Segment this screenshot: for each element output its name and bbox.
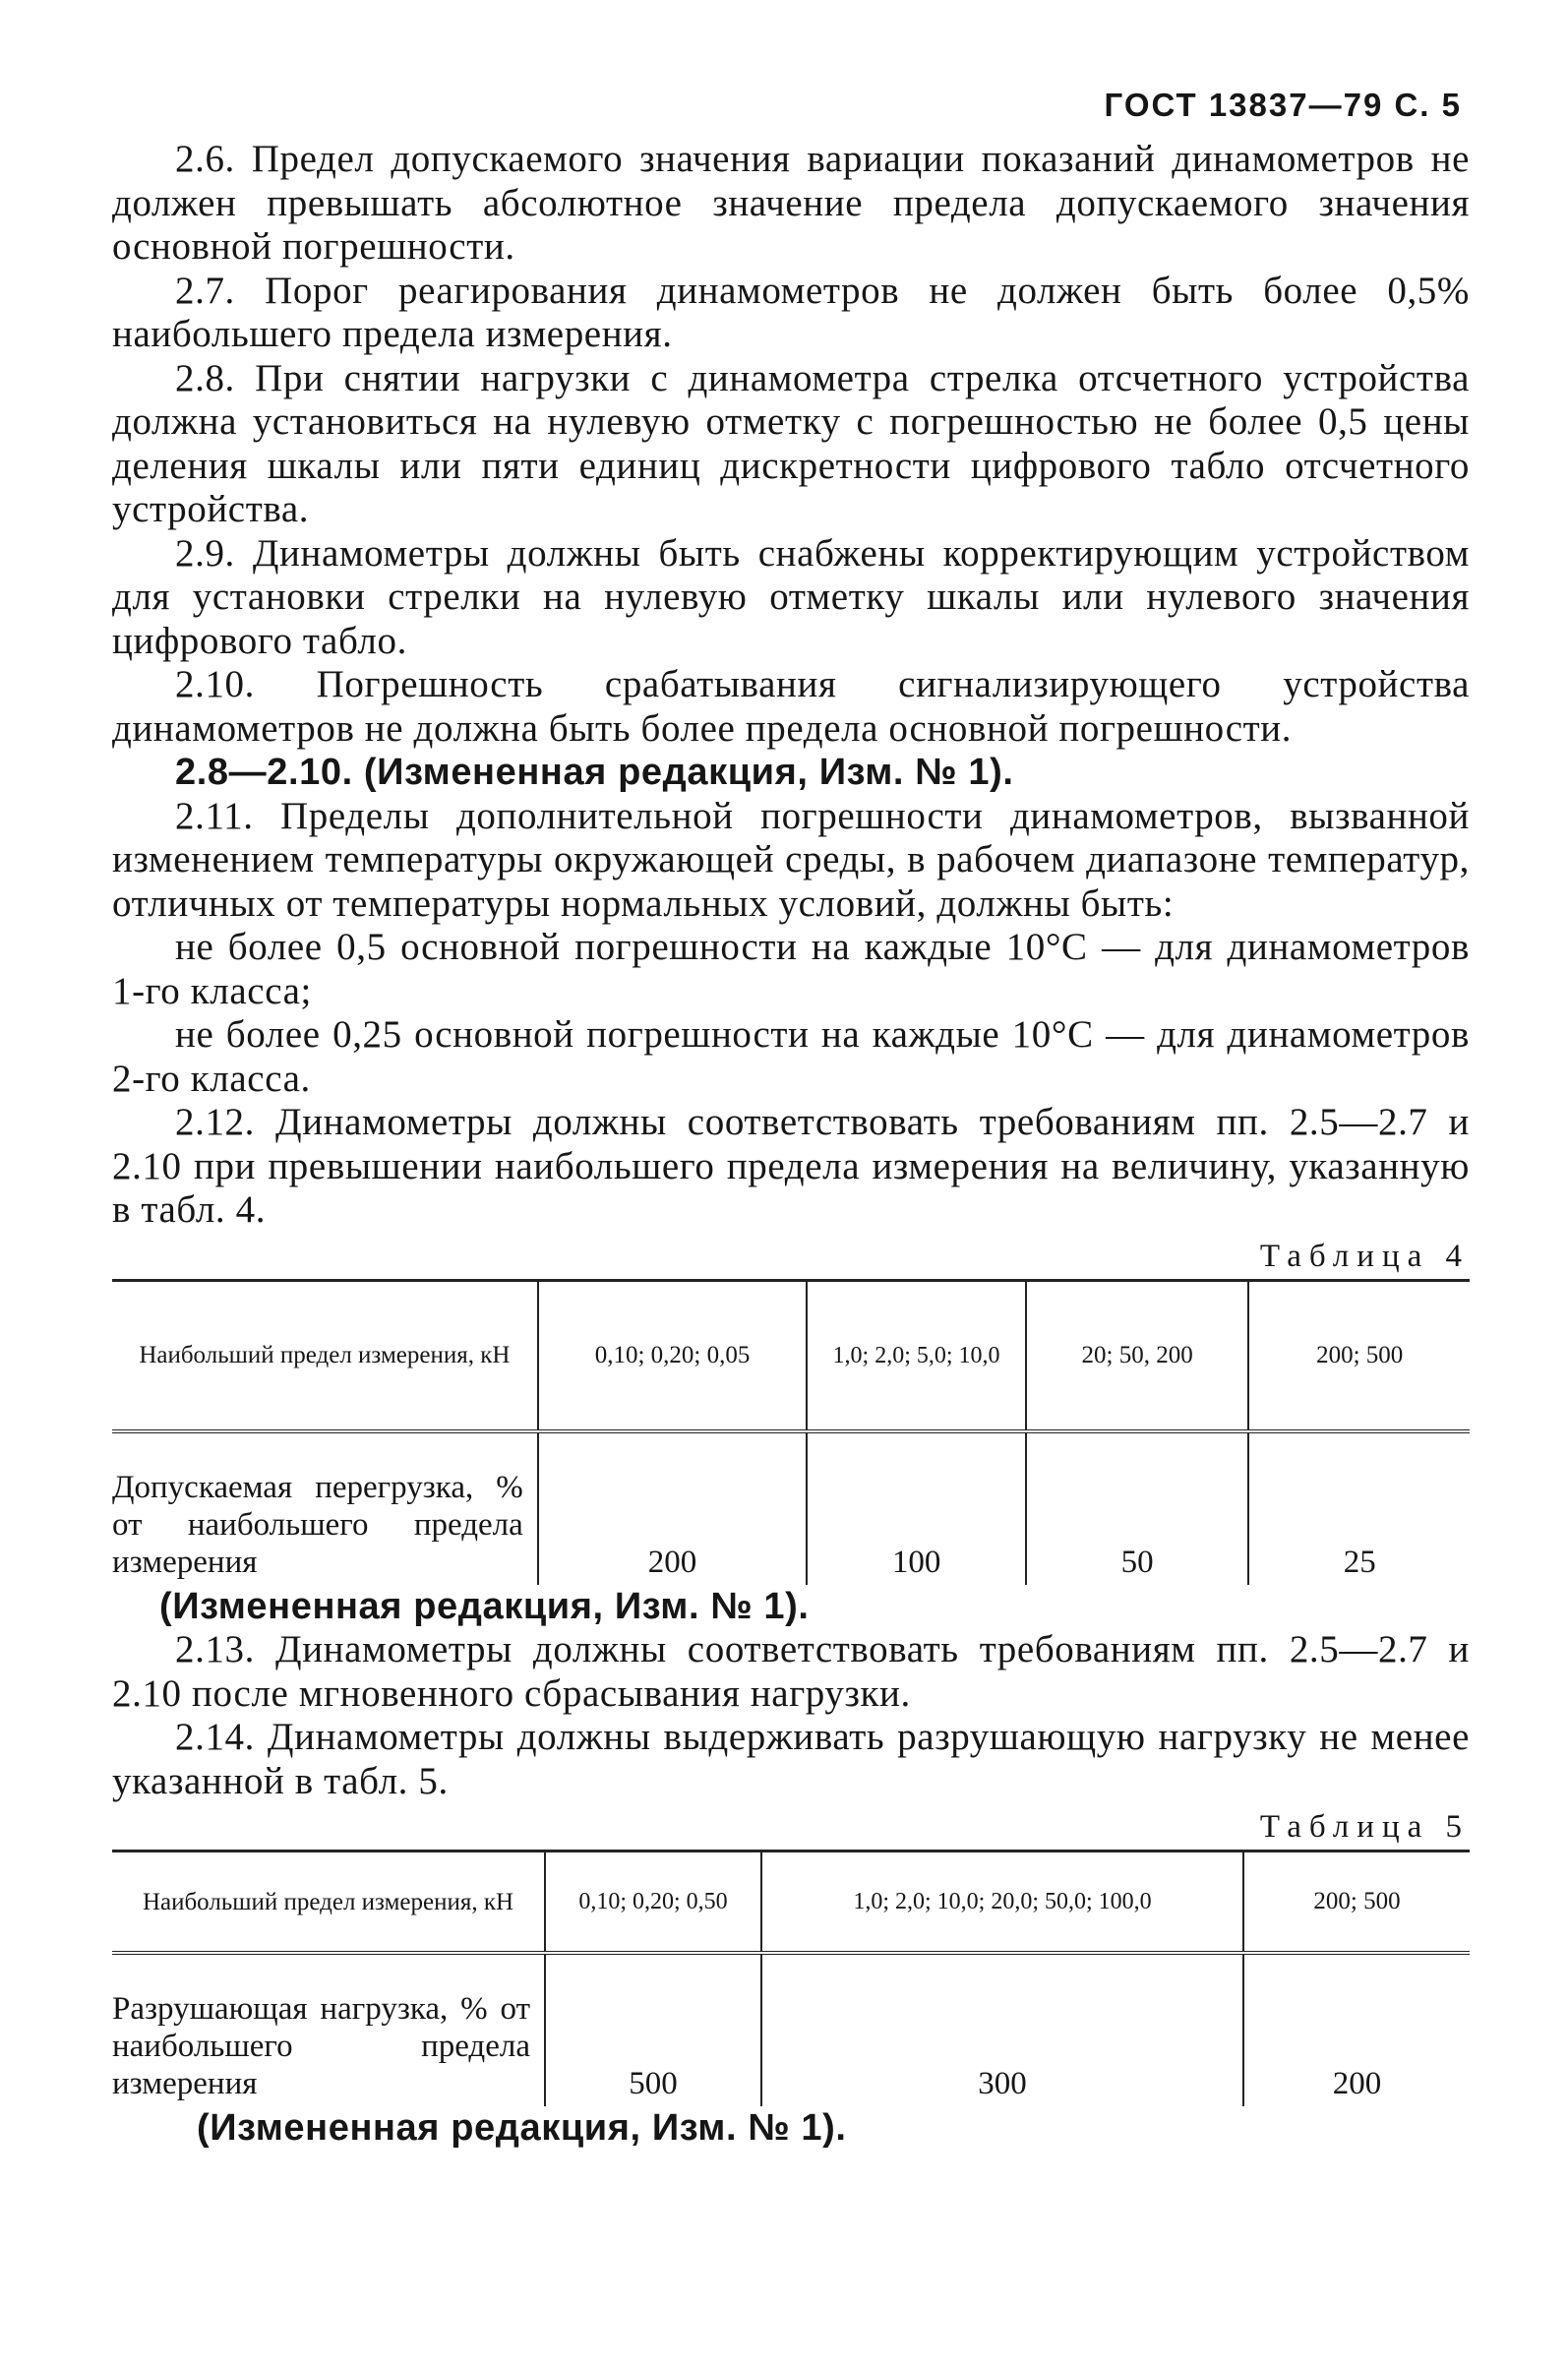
edit-note-2-8-2-10: 2.8—2.10. (Измененная редакция, Изм. № 1). xyxy=(175,752,1014,793)
table-5-title: Таблица 5 xyxy=(1259,1809,1470,1845)
clause-2-14: 2.14. Динамометры должны выдерживать разрушающую нагрузку не менее указанной в табл. 5. xyxy=(112,1716,1470,1802)
table-4-header-cell: 200; 500 xyxy=(1248,1280,1470,1431)
table-5-data-row xyxy=(112,1953,1470,2106)
clause-2-10: 2.10. Погрешность срабатывания сигнализирующего устройства динамометров не должна быть более предела основной погрешности. xyxy=(112,663,1470,750)
clause-2-7: 2.7. Порог реагирования динамометров не должен быть более 0,5% наибольшего предела измерения. xyxy=(112,269,1470,355)
clause-2-6: 2.6. Предел допускаемого значения вариации показаний динамометров не должен превышать абсолютное значение предела допускаемого значения основной погрешности. xyxy=(112,138,1470,268)
document-body xyxy=(112,138,1470,2151)
table-4-cell: 50 xyxy=(1026,1431,1249,1585)
table-5-header-cell: 1,0; 2,0; 10,0; 20,0; 50,0; 100,0 xyxy=(761,1851,1243,1954)
clause-2-13: 2.13. Динамометры должны соответствовать требованиям пп. 2.5—2.7 и 2.10 после мгновенного сбрасывания нагрузки. xyxy=(112,1628,1470,1715)
table-4-row-label: Допускаемая перегрузка, % от наибольшего предела измерения xyxy=(112,1469,523,1580)
table-4-header-label: Наибольший предел измерения, кН xyxy=(112,1280,538,1431)
edit-note-table-4: (Измененная редакция, Изм. № 1). xyxy=(159,1585,810,1627)
table-4-header-row xyxy=(112,1280,1470,1431)
table-4-cell: 100 xyxy=(807,1431,1026,1585)
table-5-cell: 200 xyxy=(1243,1953,1470,2106)
clause-2-9: 2.9. Динамометры должны быть снабжены корректирующим устройством для установки стрелки на нулевую отметку шкалы или нулевого значения цифрового табло. xyxy=(112,531,1470,662)
table-5-header-row xyxy=(112,1851,1470,1954)
clause-2-12: 2.12. Динамометры должны соответствовать требованиям пп. 2.5—2.7 и 2.10 при превышении наибольшего предела измерения на величину, указанную в табл. 4. xyxy=(112,1101,1470,1231)
clause-2-11-item-b: не более 0,25 основной погрешности на каждые 10°С — для динамометров 2-го класса. xyxy=(112,1013,1470,1100)
table-4-cell: 25 xyxy=(1248,1431,1470,1585)
table-4-cell: 200 xyxy=(538,1431,808,1585)
table-4-header-cell: 1,0; 2,0; 5,0; 10,0 xyxy=(807,1280,1026,1431)
edit-note-table-5: (Измененная редакция, Изм. № 1). xyxy=(197,2107,847,2149)
table-5-cell: 300 xyxy=(761,1953,1243,2106)
page-header: ГОСТ 13837—79 С. 5 xyxy=(1104,87,1462,123)
table-4 xyxy=(112,1279,1470,1585)
table-5-header-cell: 200; 500 xyxy=(1243,1851,1470,1954)
clause-2-8: 2.8. При снятии нагрузки с динамометра стрелка отсчетного устройства должна установиться на нулевую отметку с погрешностью не более 0,5 цены деления шкалы или пяти единиц дискретности цифрового табло отсчетного устройства. xyxy=(112,356,1470,530)
clause-2-11: 2.11. Пределы дополнительной погрешности динамометров, вызванной изменением температуры окружающей среды, в рабочем диапазоне температур, отличных от температуры нормальных условий, должны быть: xyxy=(112,794,1470,925)
clause-2-11-item-a: не более 0,5 основной погрешности на каждые 10°С — для динамометров 1-го класса; xyxy=(112,926,1470,1012)
table-5-cell: 500 xyxy=(545,1953,761,2106)
table-5-header-label: Наибольший предел измерения, кН xyxy=(112,1851,545,1954)
table-4-data-row xyxy=(112,1431,1470,1585)
table-4-title: Таблица 4 xyxy=(1259,1238,1470,1274)
table-5-row-label: Разрушающая нагрузка, % от наибольшего предела измерения xyxy=(112,1991,530,2101)
table-5-header-cell: 0,10; 0,20; 0,50 xyxy=(545,1851,761,1954)
table-5 xyxy=(112,1850,1470,2106)
table-4-header-cell: 0,10; 0,20; 0,05 xyxy=(538,1280,808,1431)
table-4-header-cell: 20; 50, 200 xyxy=(1026,1280,1249,1431)
